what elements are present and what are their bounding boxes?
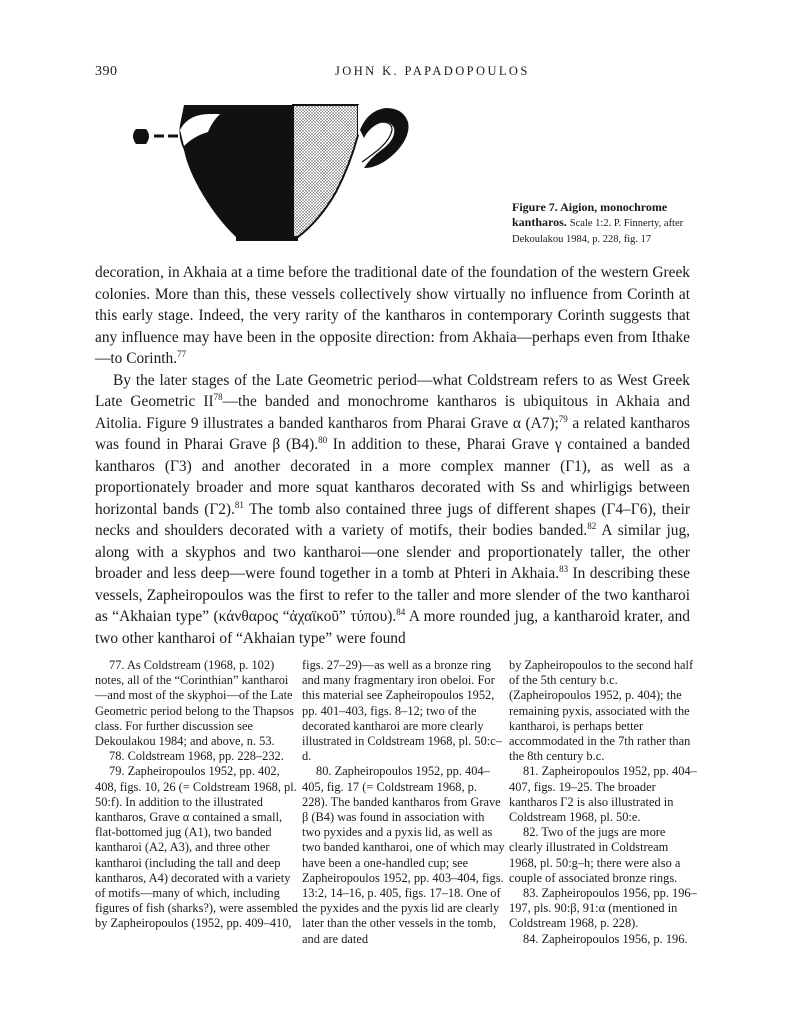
footnote-80: 80. Zapheiropoulos 1952, pp. 404–405, fig. 17 (= Coldstream 1968, p. 228). The banded kantharos from Grave β (B4) was found in association with two pyxides and a pyxis lid, as well as two banded kantharoi, one of which may have been a one-handled cup; see Zapheiropoulos 1952, pp. 403–404, figs. 13:2, 14–16, p. 405, figs. 17–18. One of the pyxides and the pyxis lid are clearly later than the other vessels in the tomb, and are dated [302,764,505,946]
page-number: 390 [95,64,118,79]
footnote-column-2 [302,658,505,947]
note-ref-84[interactable]: 84 [396,607,406,617]
paragraph-1: decoration, in Akhaia at a time before the traditional date of the foundation of the western Greek colonies. More than this, these vessels collectively show virtually no influence from Corinth at this early stage. Indeed, the very rarity of the kantharos in contemporary Corinth suggests that any influence may have been in the opposite direction: from Akhaia—perhaps even from Ithake—to Corinth.$^{77}$ [95,264,690,367]
footnote-79-cont: figs. 27–29)—as well as a bronze ring and many fragmentary iron obeloi. For this material see Zapheiropoulos 1952, pp. 401–403, figs. 8–12; two of the decorated kantharoi are more clearly illustrated in Coldstream 1968, pl. 50:c–d. [302,658,502,764]
footnotes [95,658,700,947]
kantharos-drawing [128,100,433,248]
main-text [95,262,690,649]
paragraph-2: By the later stages of the Late Geometric period—what Coldstream refers to as West Greek Late Geometric II$^{78}$—the banded and monochrome kantharos is ubiquitous in Akhaia and Aitolia. Figure 9 illustrates a banded kantharos from Pharai Grave α (A7);$^{79}$ a related kantharos was found in Pharai Grave β (B4).$^{80}$ In addition to these, Pharai Grave γ contained a banded kantharos (Γ3) and another decorated in a more complex manner (Γ1), as well as a proportionately broader and more squat kantharos decorated with Ss and whirligigs between horizontal bands (Γ2).$^{81}$ The tomb also contained three jugs of different shapes (Γ4–Γ6), their necks and shoulders decorated with a variety of motifs, their bodies banded.$^{82}$ A similar jug, along with a skyphos and two kantharoi—one slender and proportionately taller, the other broader and less deep—were found together in a tomb at Phteri in Akhaia.$^{83}$ In describing these vessels, Zapheiropoulos was the first to refer to the taller and more slender of the two kantharoi as “Akhaian type” (κάνθαρος “ἀχαϊκοῦ” τύπου).$^{84}$ A more rounded jug, a kantharoid krater, and two other kantharoi of “Akhaian type” were found [95,371,691,647]
footnote-84: 84. Zapheiropoulos 1956, p. 196. [523,931,688,946]
footnote-column-1 [95,658,298,947]
running-head: JOHN K. PAPADOPOULOS [335,64,530,78]
footnote-80-cont: by Zapheiropoulos to the second half of the 5th century b.c. (Zapheiropoulos 1952, p. 404); the remaining pyxis, associated with the kantharoi, is perhaps better accommodated in the 7th rather than the 8th century b.c. [509,658,694,764]
figure-caption-credit: Scale 1:2. P. Finnerty, after Dekoulakou 1984, p. 228, fig. 17 [512,218,684,245]
note-ref-80[interactable]: 80 [318,435,328,445]
figure-caption [512,200,697,247]
note-ref-79[interactable]: 79 [558,413,568,424]
note-ref-81[interactable]: 81 [234,499,244,510]
body-right-half [293,105,358,237]
base-foot [236,237,298,241]
footnote-79: 79. Zapheiropoulos 1952, pp. 402, 408, figs. 10, 26 (= Coldstream 1968, pl. 50:f). In addition to the illustrated kantharos, Grave α contained a small, flat-bottomed jug (A1), two banded kantharoi (A2, A3), and three other kantharoi (including the tall and deep kantharos, A4) decorated with a variety of motifs—many of which, including figures of fish (sharks?), were assembled by Zapheiropoulos (1952, pp. 409–410, [95,764,298,931]
footnote-83: 83. Zapheiropoulos 1956, pp. 196–197, pls. 90:β, 91:α (mentioned in Coldstream 1968, p. 228). [509,886,697,931]
footnote-77: 77. As Coldstream (1968, p. 102) notes, all of the “Corinthian” kantharoi—and most of the skyphoi—of the Late Geometric period belong to the Thapsos class. For further discussion see Dekoulakou 1984; and above, n. 53. [95,658,295,749]
footnote-column-3 [509,658,699,947]
footnote-78: 78. Coldstream 1968, pp. 228–232. [109,749,284,764]
note-ref-82[interactable]: 82 [587,521,597,531]
note-ref-83[interactable]: 83 [559,564,569,574]
note-ref-77[interactable]: 77 [177,349,187,359]
footnote-81: 81. Zapheiropoulos 1952, pp. 404–407, figs. 19–25. The broader kantharos Γ2 is also illustrated in Coldstream 1968, pl. 50:e. [509,764,697,825]
handle-section-left [133,129,149,144]
note-ref-78[interactable]: 78 [213,392,223,402]
figure-caption-title: Figure 7. Aigion, monochrome kantharos. [512,200,668,229]
footnote-82: 82. Two of the jugs are more clearly illustrated in Coldstream 1968, pl. 50:g–h; there were also a couple of associated bronze rings. [509,825,681,885]
